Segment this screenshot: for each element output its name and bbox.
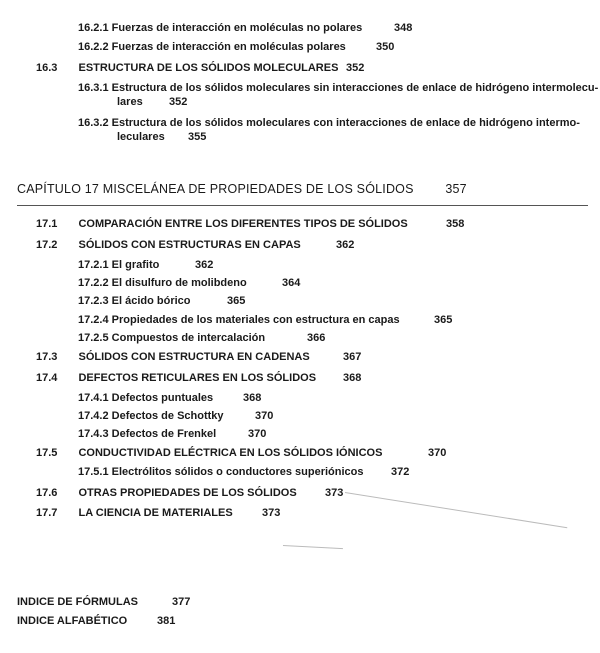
scan-streak xyxy=(283,545,343,549)
entry-number: 16.2.1 xyxy=(78,22,109,34)
entry-number: 17.6 xyxy=(36,487,58,499)
entry-title: Propiedades de los materiales con estructura en capas xyxy=(111,314,400,326)
entry-title: Defectos de Frenkel xyxy=(111,428,217,440)
entry-number: 17.2.5 xyxy=(78,332,109,344)
entry-title: El ácido bórico xyxy=(111,295,191,307)
toc-entry-17-5 xyxy=(36,446,447,460)
entry-title: ESTRUCTURA DE LOS SÓLIDOS MOLECULARES xyxy=(78,62,339,74)
entry-number: 17.7 xyxy=(36,507,58,519)
toc-entry-17-7 xyxy=(36,506,281,520)
entry-title: COMPARACIÓN ENTRE LOS DIFERENTES TIPOS DE SÓLIDOS xyxy=(78,218,408,230)
entry-page: 377 xyxy=(172,596,191,608)
toc-entry-17-5-1 xyxy=(78,465,410,479)
entry-number: 17.2.1 xyxy=(78,259,109,271)
entry-page: 367 xyxy=(343,351,362,363)
entry-title-continued: leculares xyxy=(117,131,165,143)
chapter-page: 357 xyxy=(445,182,467,196)
toc-entry-16-2-2 xyxy=(78,40,395,54)
entry-number: 17.4.2 xyxy=(78,410,109,422)
entry-page: 365 xyxy=(227,295,246,307)
entry-page: 368 xyxy=(243,392,262,404)
entry-page: 370 xyxy=(248,428,267,440)
entry-page: 368 xyxy=(343,372,362,384)
toc-entry-17-4-2 xyxy=(78,409,274,423)
entry-title: Compuestos de intercalación xyxy=(111,332,266,344)
entry-page: 358 xyxy=(446,218,465,230)
entry-number: 17.2.2 xyxy=(78,277,109,289)
chapter-17-heading xyxy=(17,182,467,196)
entry-page: 373 xyxy=(262,507,281,519)
entry-title: SÓLIDOS CON ESTRUCTURAS EN CAPAS xyxy=(78,239,301,251)
toc-entry-16-3 xyxy=(36,61,365,75)
entry-page: 366 xyxy=(307,332,326,344)
toc-entry-17-6 xyxy=(36,486,344,500)
entry-title: CONDUCTIVIDAD ELÉCTRICA EN LOS SÓLIDOS IÓNICOS xyxy=(78,447,383,459)
toc-entry-16-3-1-cont xyxy=(117,95,188,109)
entry-number: 16.3.2 xyxy=(78,117,109,129)
entry-title: Defectos de Schottky xyxy=(111,410,224,422)
chapter-rule xyxy=(17,205,588,206)
chapter-title: CAPÍTULO 17 MISCELÁNEA DE PROPIEDADES DE LOS SÓLIDOS xyxy=(17,182,414,196)
scan-streak xyxy=(345,492,567,528)
toc-entry-17-2-3 xyxy=(78,294,246,308)
entry-title-continued: lares xyxy=(117,96,143,108)
toc-entry-16-2-1 xyxy=(78,21,413,35)
entry-number: 17.5.1 xyxy=(78,466,109,478)
entry-page: 381 xyxy=(157,615,176,627)
entry-page: 362 xyxy=(195,259,214,271)
entry-title: Estructura de los sólidos moleculares con interacciones de enlace de hidrógeno intermo- xyxy=(111,117,580,129)
toc-entry-index-alphabetic xyxy=(17,614,176,628)
entry-title: Defectos puntuales xyxy=(111,392,214,404)
entry-title: INDICE ALFABÉTICO xyxy=(17,615,128,627)
entry-title: LA CIENCIA DE MATERIALES xyxy=(78,507,233,519)
entry-number: 17.2 xyxy=(36,239,58,251)
entry-number: 17.3 xyxy=(36,351,58,363)
entry-page: 370 xyxy=(428,447,447,459)
entry-page: 372 xyxy=(391,466,410,478)
entry-title: DEFECTOS RETICULARES EN LOS SÓLIDOS xyxy=(78,372,317,384)
entry-number: 17.5 xyxy=(36,447,58,459)
toc-entry-17-2 xyxy=(36,238,355,252)
toc-entry-17-2-1 xyxy=(78,258,214,272)
entry-title: El disulfuro de molibdeno xyxy=(111,277,247,289)
toc-entry-17-1 xyxy=(36,217,465,231)
entry-number: 17.4.3 xyxy=(78,428,109,440)
entry-page: 352 xyxy=(346,62,365,74)
entry-title: Fuerzas de interacción en moléculas polares xyxy=(111,41,346,53)
entry-page: 373 xyxy=(325,487,344,499)
toc-entry-17-4-3 xyxy=(78,427,267,441)
entry-page: 370 xyxy=(255,410,274,422)
entry-page: 355 xyxy=(188,131,207,143)
toc-entry-17-2-4 xyxy=(78,313,453,327)
entry-page: 350 xyxy=(376,41,395,53)
toc-entry-17-2-5 xyxy=(78,331,326,345)
toc-entry-17-2-2 xyxy=(78,276,301,290)
entry-page: 348 xyxy=(394,22,413,34)
entry-page: 365 xyxy=(434,314,453,326)
entry-title: INDICE DE FÓRMULAS xyxy=(17,596,138,608)
toc-entry-16-3-1 xyxy=(78,81,598,95)
entry-number: 17.1 xyxy=(36,218,58,230)
entry-number: 17.4.1 xyxy=(78,392,109,404)
entry-number: 16.3 xyxy=(36,62,58,74)
entry-title: OTRAS PROPIEDADES DE LOS SÓLIDOS xyxy=(78,487,297,499)
entry-number: 17.4 xyxy=(36,372,58,384)
entry-number: 17.2.3 xyxy=(78,295,109,307)
entry-title: SÓLIDOS CON ESTRUCTURA EN CADENAS xyxy=(78,351,310,363)
entry-page: 362 xyxy=(336,239,355,251)
toc-entry-17-4 xyxy=(36,371,362,385)
entry-title: Fuerzas de interacción en moléculas no polares xyxy=(111,22,363,34)
entry-title: Electrólitos sólidos o conductores superiónicos xyxy=(111,466,364,478)
entry-number: 16.2.2 xyxy=(78,41,109,53)
entry-number: 16.3.1 xyxy=(78,82,109,94)
entry-title: Estructura de los sólidos moleculares sin interacciones de enlace de hidrógeno intermolecu- xyxy=(111,82,599,94)
entry-page: 364 xyxy=(282,277,301,289)
entry-title: El grafito xyxy=(111,259,160,271)
toc-entry-16-3-2-cont xyxy=(117,130,207,144)
toc-entry-index-formulas xyxy=(17,595,191,609)
toc-entry-17-4-1 xyxy=(78,391,262,405)
toc-entry-16-3-2 xyxy=(78,116,580,130)
entry-number: 17.2.4 xyxy=(78,314,109,326)
toc-entry-17-3 xyxy=(36,350,362,364)
entry-page: 352 xyxy=(169,96,188,108)
